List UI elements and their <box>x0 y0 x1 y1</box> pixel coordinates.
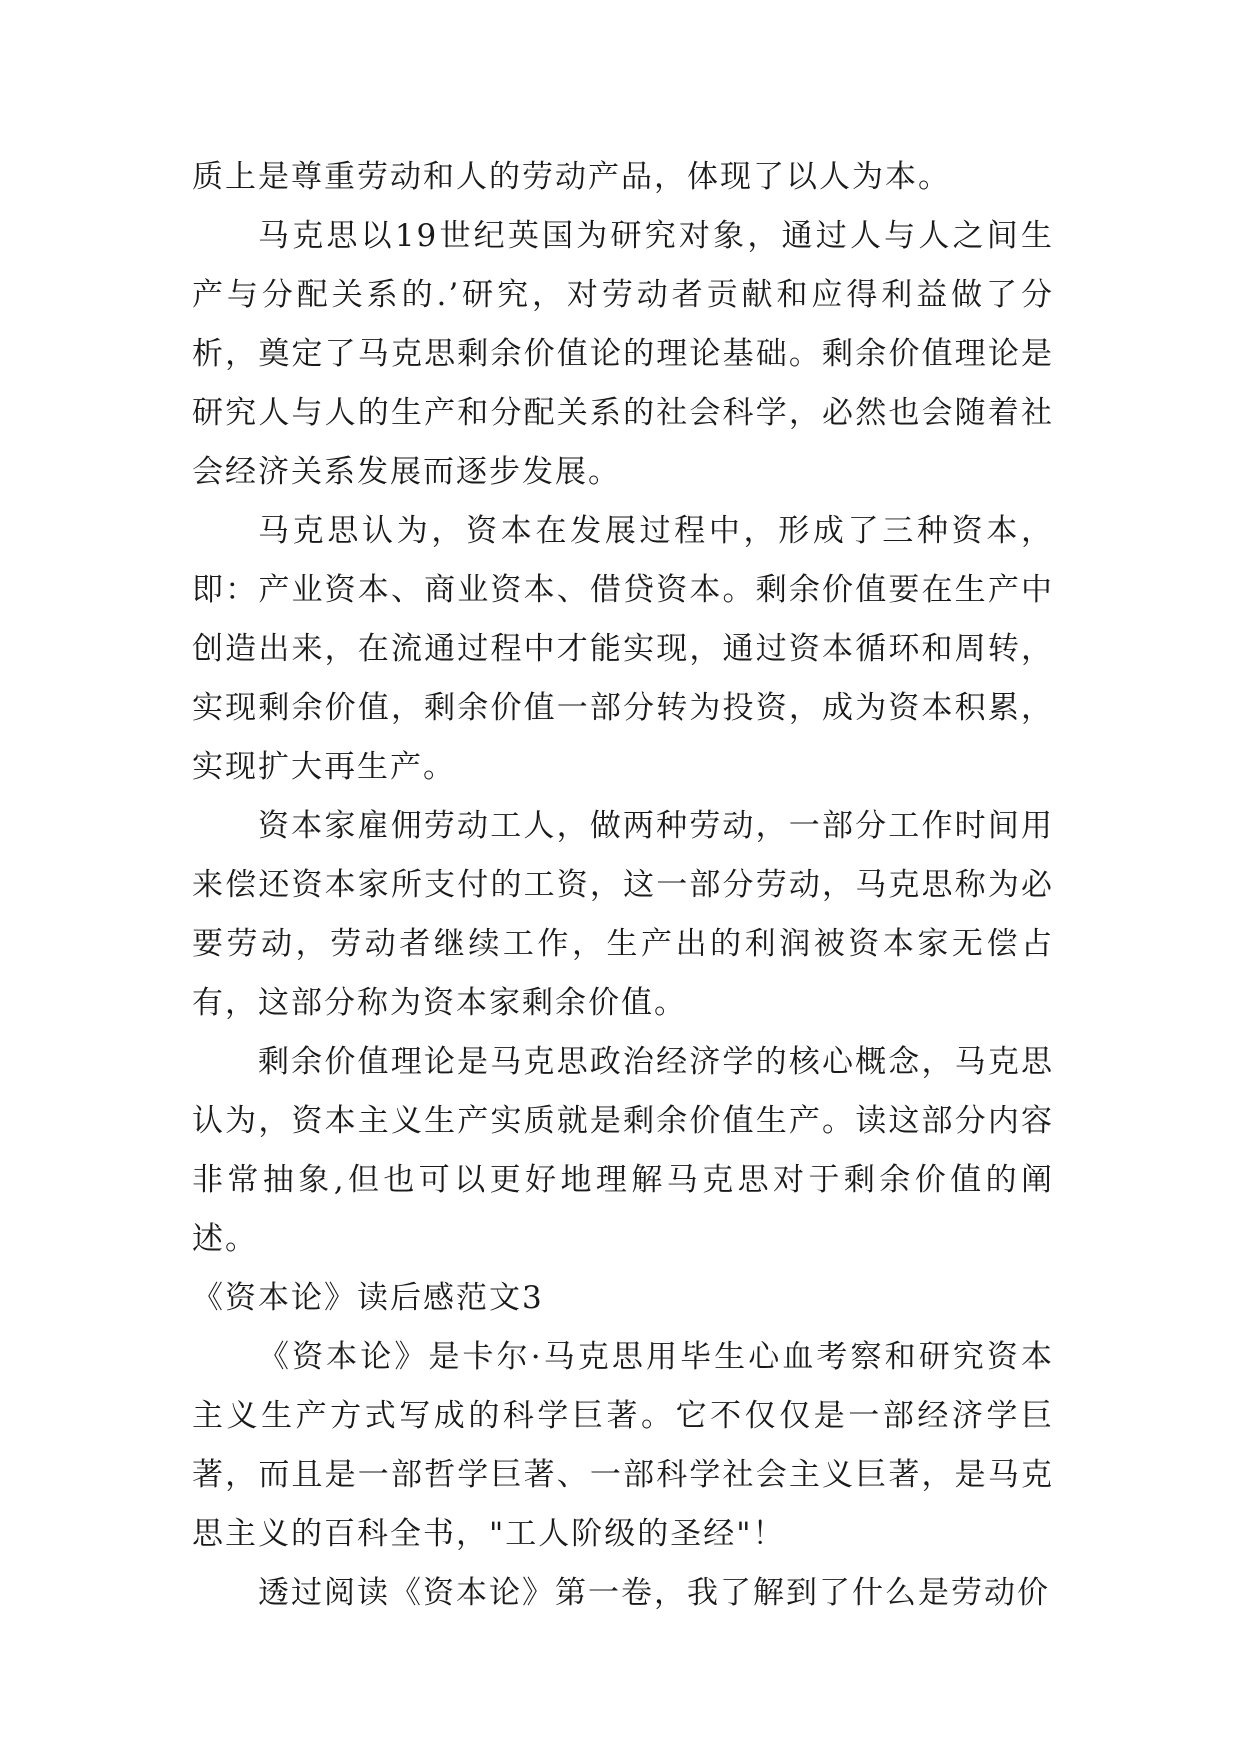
section-heading: 《资本论》读后感范文3 <box>192 1280 544 1316</box>
paragraph-continuation: 质上是尊重劳动和人的劳动产品，体现了以人为本。 <box>192 159 951 195</box>
body-text <box>192 148 1054 1623</box>
paragraph: 《资本论》是卡尔·马克思用毕生心血考察和研究资本主义生产方式写成的科学巨著。它不仅仅是一部经济学巨著，而且是一部哲学巨著、一部科学社会主义巨著，是马克思主义的百科全书，"工人阶级的圣经"！ <box>192 1339 1054 1552</box>
paragraph: 剩余价值理论是马克思政治经济学的核心概念，马克思认为，资本主义生产实质就是剩余价值生产。读这部分内容非常抽象,但也可以更好地理解马克思对于剩余价值的阐述。 <box>192 1044 1054 1257</box>
paragraph: 马克思认为，资本在发展过程中，形成了三种资本，即：产业资本、商业资本、借贷资本。剩余价值要在生产中创造出来，在流通过程中才能实现，通过资本循环和周转，实现剩余价值，剩余价值一部分转为投资，成为资本积累，实现扩大再生产。 <box>192 513 1054 785</box>
paragraph: 透过阅读《资本论》第一卷，我了解到了什么是劳动价 <box>258 1575 1050 1611</box>
paragraph: 资本家雇佣劳动工人，做两种劳动，一部分工作时间用来偿还资本家所支付的工资，这一部分劳动，马克思称为必要劳动，劳动者继续工作，生产出的利润被资本家无偿占有，这部分称为资本家剩余价值。 <box>192 808 1054 1021</box>
paragraph: 马克思以19世纪英国为研究对象，通过人与人之间生产与分配关系的.’研究，对劳动者贡献和应得利益做了分析，奠定了马克思剩余价值论的理论基础。剩余价值理论是研究人与人的生产和分配关系的社会科学，必然也会随着社会经济关系发展而逐步发展。 <box>192 218 1054 490</box>
